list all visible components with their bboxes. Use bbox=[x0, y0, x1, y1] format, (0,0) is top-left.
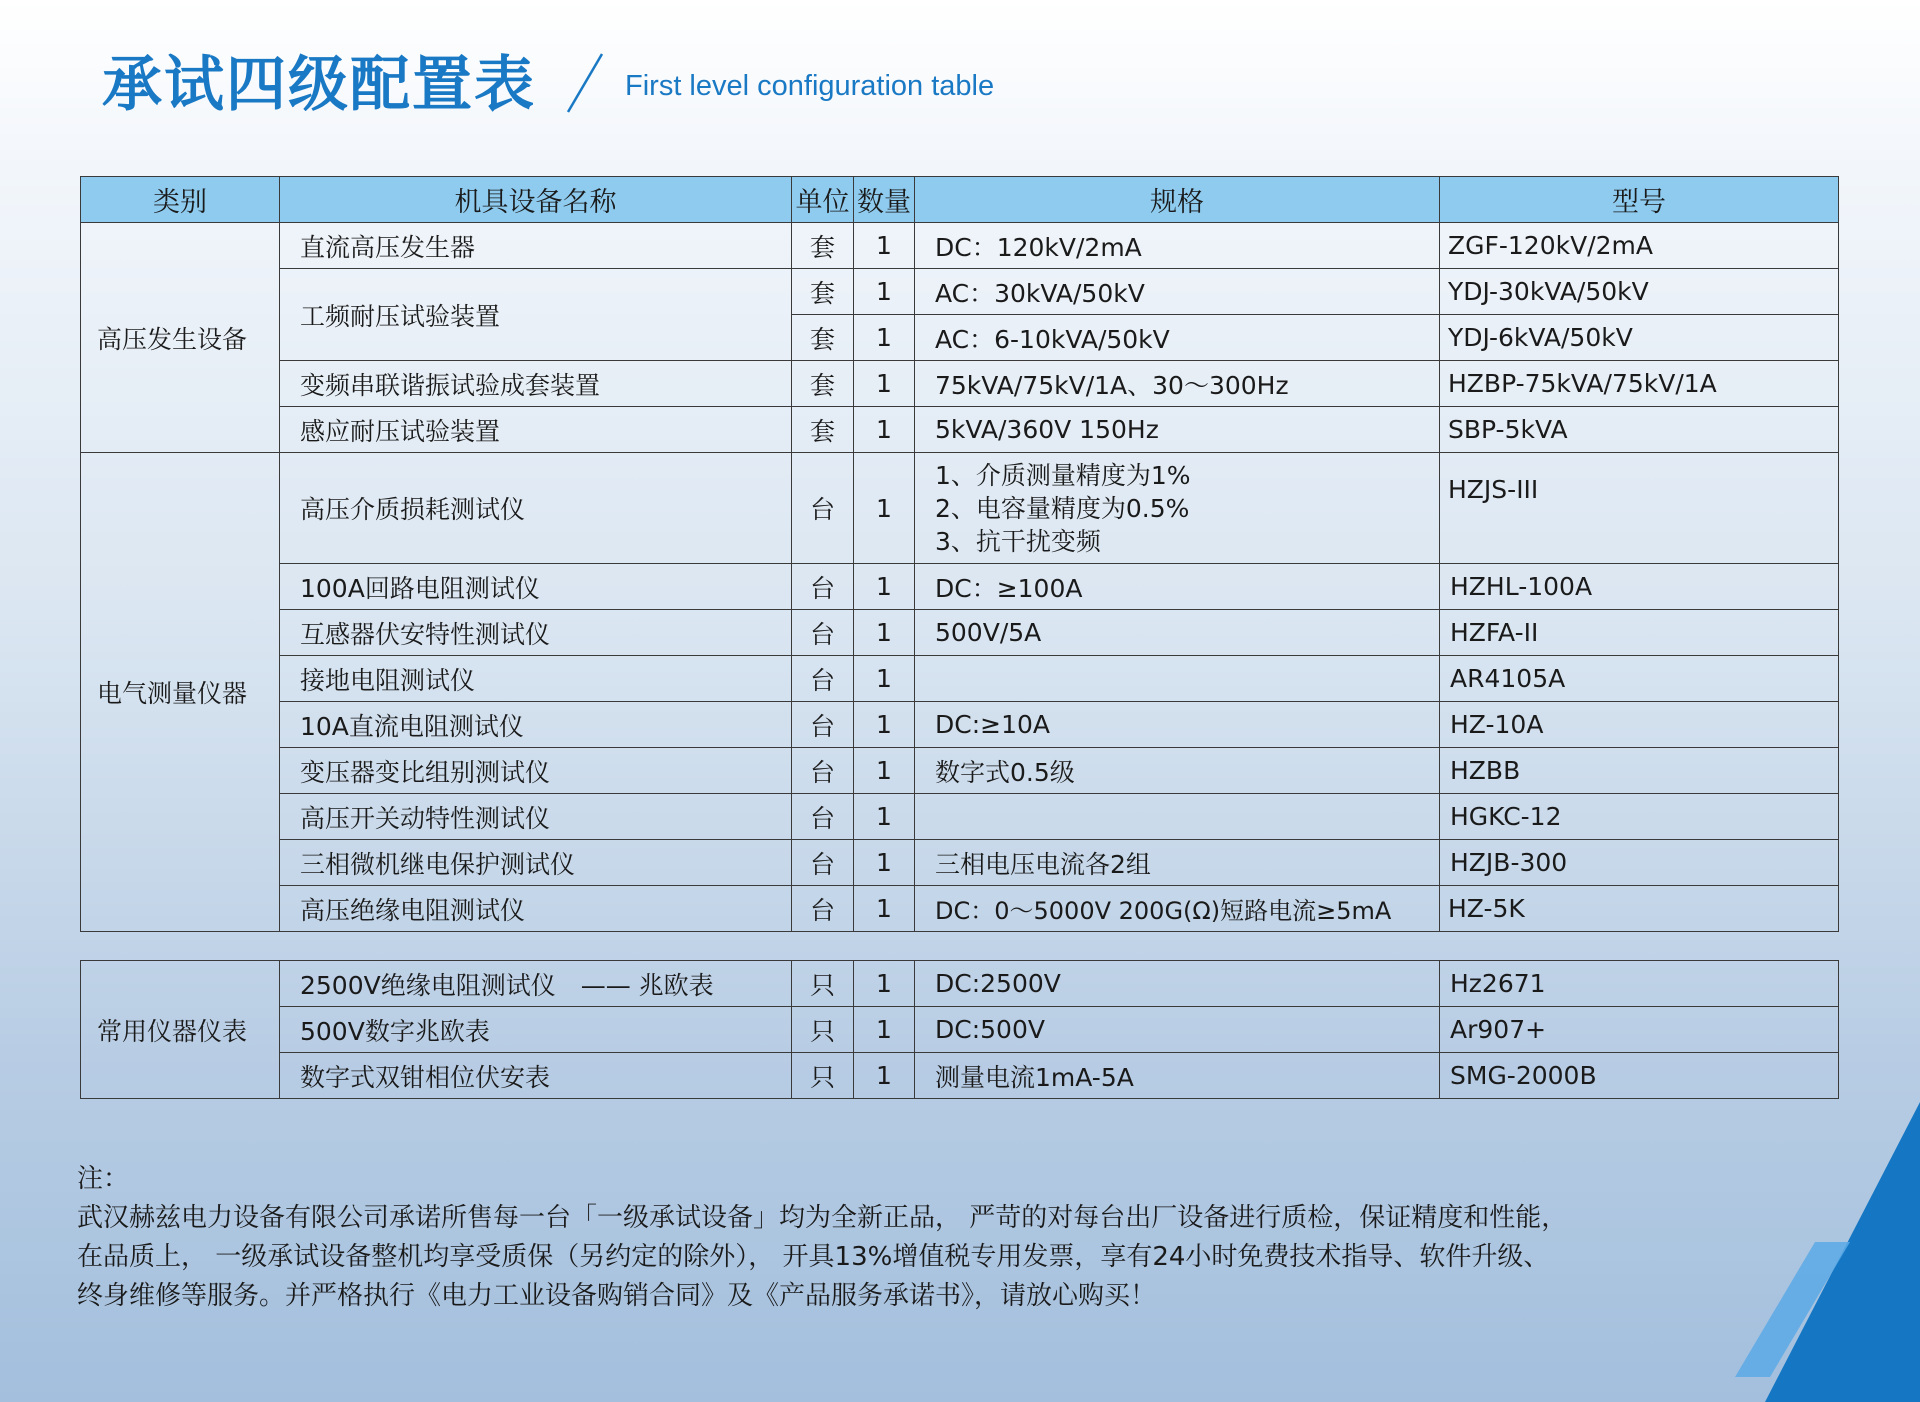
model-cell: SMG-2000B bbox=[1440, 1053, 1839, 1099]
unit-cell: 只 bbox=[792, 1007, 854, 1053]
table-row bbox=[81, 886, 1839, 932]
spec-cell: 5kVA/360V 150Hz bbox=[915, 407, 1440, 453]
equipment-name: 100A回路电阻测试仪 bbox=[280, 564, 792, 610]
page-subtitle: First level configuration table bbox=[625, 70, 995, 102]
table-row bbox=[81, 1007, 1839, 1053]
spec-cell: 三相电压电流各2组 bbox=[915, 840, 1440, 886]
unit-cell: 套 bbox=[792, 269, 854, 315]
table-row bbox=[81, 407, 1839, 453]
equipment-name: 三相微机继电保护测试仪 bbox=[280, 840, 792, 886]
model-cell: HGKC-12 bbox=[1440, 794, 1839, 840]
table-row bbox=[81, 840, 1839, 886]
table-row bbox=[81, 453, 1839, 564]
spec-cell: 500V/5A bbox=[915, 610, 1440, 656]
footnote-line: 终身维修等服务。并严格执行《电力工业设备购销合同》及《产品服务承诺书》，请放心购买！ bbox=[77, 1281, 1157, 1311]
spec-cell: AC：6-10kVA/50kV bbox=[915, 315, 1440, 361]
header-spec: 规格 bbox=[915, 177, 1440, 223]
header-category: 类别 bbox=[81, 177, 280, 223]
spec-cell: AC：30kVA/50kV bbox=[915, 269, 1440, 315]
qty-cell: 1 bbox=[854, 656, 915, 702]
qty-cell: 1 bbox=[854, 269, 915, 315]
qty-cell: 1 bbox=[854, 610, 915, 656]
unit-cell: 台 bbox=[792, 748, 854, 794]
unit-cell: 台 bbox=[792, 840, 854, 886]
model-cell: HZBB bbox=[1440, 748, 1839, 794]
unit-cell: 台 bbox=[792, 656, 854, 702]
model-cell: ZGF-120kV/2mA bbox=[1440, 223, 1839, 269]
spec-cell: DC：120kV/2mA bbox=[915, 223, 1440, 269]
unit-cell: 套 bbox=[792, 223, 854, 269]
config-table bbox=[80, 176, 1839, 932]
equipment-name: 接地电阻测试仪 bbox=[280, 656, 792, 702]
qty-cell: 1 bbox=[854, 748, 915, 794]
qty-cell: 1 bbox=[854, 1053, 915, 1099]
spec-cell: 75kVA/75kV/1A、30～300Hz bbox=[915, 361, 1440, 407]
model-cell: Hz2671 bbox=[1440, 961, 1839, 1007]
corner-decoration bbox=[1720, 1102, 1920, 1402]
qty-cell: 1 bbox=[854, 1007, 915, 1053]
header-qty: 数量 bbox=[854, 177, 915, 223]
footnote-label: 注： bbox=[77, 1164, 130, 1194]
equipment-name: 互感器伏安特性测试仪 bbox=[280, 610, 792, 656]
common-instruments-table bbox=[80, 960, 1839, 1099]
table-row bbox=[81, 1053, 1839, 1099]
spec-line: 1、介质测量精度为1% bbox=[935, 460, 1191, 490]
equipment-name: 2500V绝缘电阻测试仪 —— 兆欧表 bbox=[280, 961, 792, 1007]
header-name: 机具设备名称 bbox=[280, 177, 792, 223]
spec-cell: DC：≥100A bbox=[915, 564, 1440, 610]
table-row bbox=[81, 748, 1839, 794]
unit-cell: 台 bbox=[792, 702, 854, 748]
equipment-name: 工频耐压试验装置 bbox=[280, 269, 792, 361]
model-cell: HZ-10A bbox=[1440, 702, 1839, 748]
equipment-name: 变压器变比组别测试仪 bbox=[280, 748, 792, 794]
unit-cell: 套 bbox=[792, 361, 854, 407]
table-row bbox=[81, 961, 1839, 1007]
unit-cell: 台 bbox=[792, 564, 854, 610]
qty-cell: 1 bbox=[854, 961, 915, 1007]
equipment-name: 高压绝缘电阻测试仪 bbox=[280, 886, 792, 932]
category-cell: 电气测量仪器 bbox=[81, 453, 280, 932]
spec-cell: DC：0～5000V 200G(Ω)短路电流≥5mA bbox=[915, 886, 1440, 932]
category-cell: 常用仪器仪表 bbox=[81, 961, 280, 1099]
qty-cell: 1 bbox=[854, 453, 915, 564]
equipment-name: 高压介质损耗测试仪 bbox=[280, 453, 792, 564]
table-row bbox=[81, 564, 1839, 610]
spec-cell: DC:≥10A bbox=[915, 702, 1440, 748]
spec-cell: DC:500V bbox=[915, 1007, 1440, 1053]
equipment-name: 变频串联谐振试验成套装置 bbox=[280, 361, 792, 407]
title-divider bbox=[565, 52, 605, 114]
qty-cell: 1 bbox=[854, 407, 915, 453]
table-row bbox=[81, 656, 1839, 702]
spec-cell: 数字式0.5级 bbox=[915, 748, 1440, 794]
equipment-name: 直流高压发生器 bbox=[280, 223, 792, 269]
model-cell: AR4105A bbox=[1440, 656, 1839, 702]
spec-cell: DC:2500V bbox=[915, 961, 1440, 1007]
spec-line: 3、抗干扰变频 bbox=[935, 526, 1101, 556]
qty-cell: 1 bbox=[854, 361, 915, 407]
unit-cell: 台 bbox=[792, 886, 854, 932]
page-title: 承试四级配置表 bbox=[102, 50, 536, 120]
model-cell: SBP-5kVA bbox=[1440, 407, 1839, 453]
model-cell: YDJ-30kVA/50kV bbox=[1440, 269, 1839, 315]
model-cell: Ar907+ bbox=[1440, 1007, 1839, 1053]
spec-line: 2、电容量精度为0.5% bbox=[935, 493, 1190, 523]
footnote-line: 武汉赫兹电力设备有限公司承诺所售每一台「一级承试设备」均为全新正品， 严苛的对每台出厂设备进行质检，保证精度和性能， bbox=[77, 1203, 1568, 1233]
model-cell: HZ-5K bbox=[1440, 886, 1839, 932]
qty-cell: 1 bbox=[854, 315, 915, 361]
equipment-name: 数字式双钳相位伏安表 bbox=[280, 1053, 792, 1099]
equipment-name: 高压开关动特性测试仪 bbox=[280, 794, 792, 840]
spec-cell bbox=[915, 453, 1440, 564]
qty-cell: 1 bbox=[854, 223, 915, 269]
model-cell: HZFA-II bbox=[1440, 610, 1839, 656]
spec-cell bbox=[915, 794, 1440, 840]
equipment-name: 感应耐压试验装置 bbox=[280, 407, 792, 453]
table-row bbox=[81, 223, 1839, 269]
category-cell: 高压发生设备 bbox=[81, 223, 280, 453]
unit-cell: 只 bbox=[792, 1053, 854, 1099]
unit-cell: 台 bbox=[792, 610, 854, 656]
unit-cell: 只 bbox=[792, 961, 854, 1007]
unit-cell: 套 bbox=[792, 315, 854, 361]
model-cell: HZHL-100A bbox=[1440, 564, 1839, 610]
table-row bbox=[81, 794, 1839, 840]
qty-cell: 1 bbox=[854, 840, 915, 886]
model-cell: HZJB-300 bbox=[1440, 840, 1839, 886]
table-row bbox=[81, 702, 1839, 748]
header-unit: 单位 bbox=[792, 177, 854, 223]
footnote-line: 在品质上， 一级承试设备整机均享受质保（另约定的除外）， 开具13%增值税专用发票，享有24小时免费技术指导、软件升级、 bbox=[77, 1242, 1550, 1272]
unit-cell: 台 bbox=[792, 453, 854, 564]
table-row bbox=[81, 269, 1839, 315]
equipment-name: 500V数字兆欧表 bbox=[280, 1007, 792, 1053]
qty-cell: 1 bbox=[854, 794, 915, 840]
unit-cell: 台 bbox=[792, 794, 854, 840]
table-row bbox=[81, 361, 1839, 407]
spec-cell: 测量电流1mA-5A bbox=[915, 1053, 1440, 1099]
header-model: 型号 bbox=[1440, 177, 1839, 223]
equipment-name: 10A直流电阻测试仪 bbox=[280, 702, 792, 748]
qty-cell: 1 bbox=[854, 564, 915, 610]
table-row bbox=[81, 610, 1839, 656]
spec-cell bbox=[915, 656, 1440, 702]
model-cell: HZBP-75kVA/75kV/1A bbox=[1440, 361, 1839, 407]
unit-cell: 套 bbox=[792, 407, 854, 453]
qty-cell: 1 bbox=[854, 702, 915, 748]
footnote bbox=[77, 1160, 1797, 1316]
model-cell: HZJS-III bbox=[1440, 453, 1839, 564]
model-cell: YDJ-6kVA/50kV bbox=[1440, 315, 1839, 361]
table-header-row bbox=[81, 177, 1839, 223]
qty-cell: 1 bbox=[854, 886, 915, 932]
